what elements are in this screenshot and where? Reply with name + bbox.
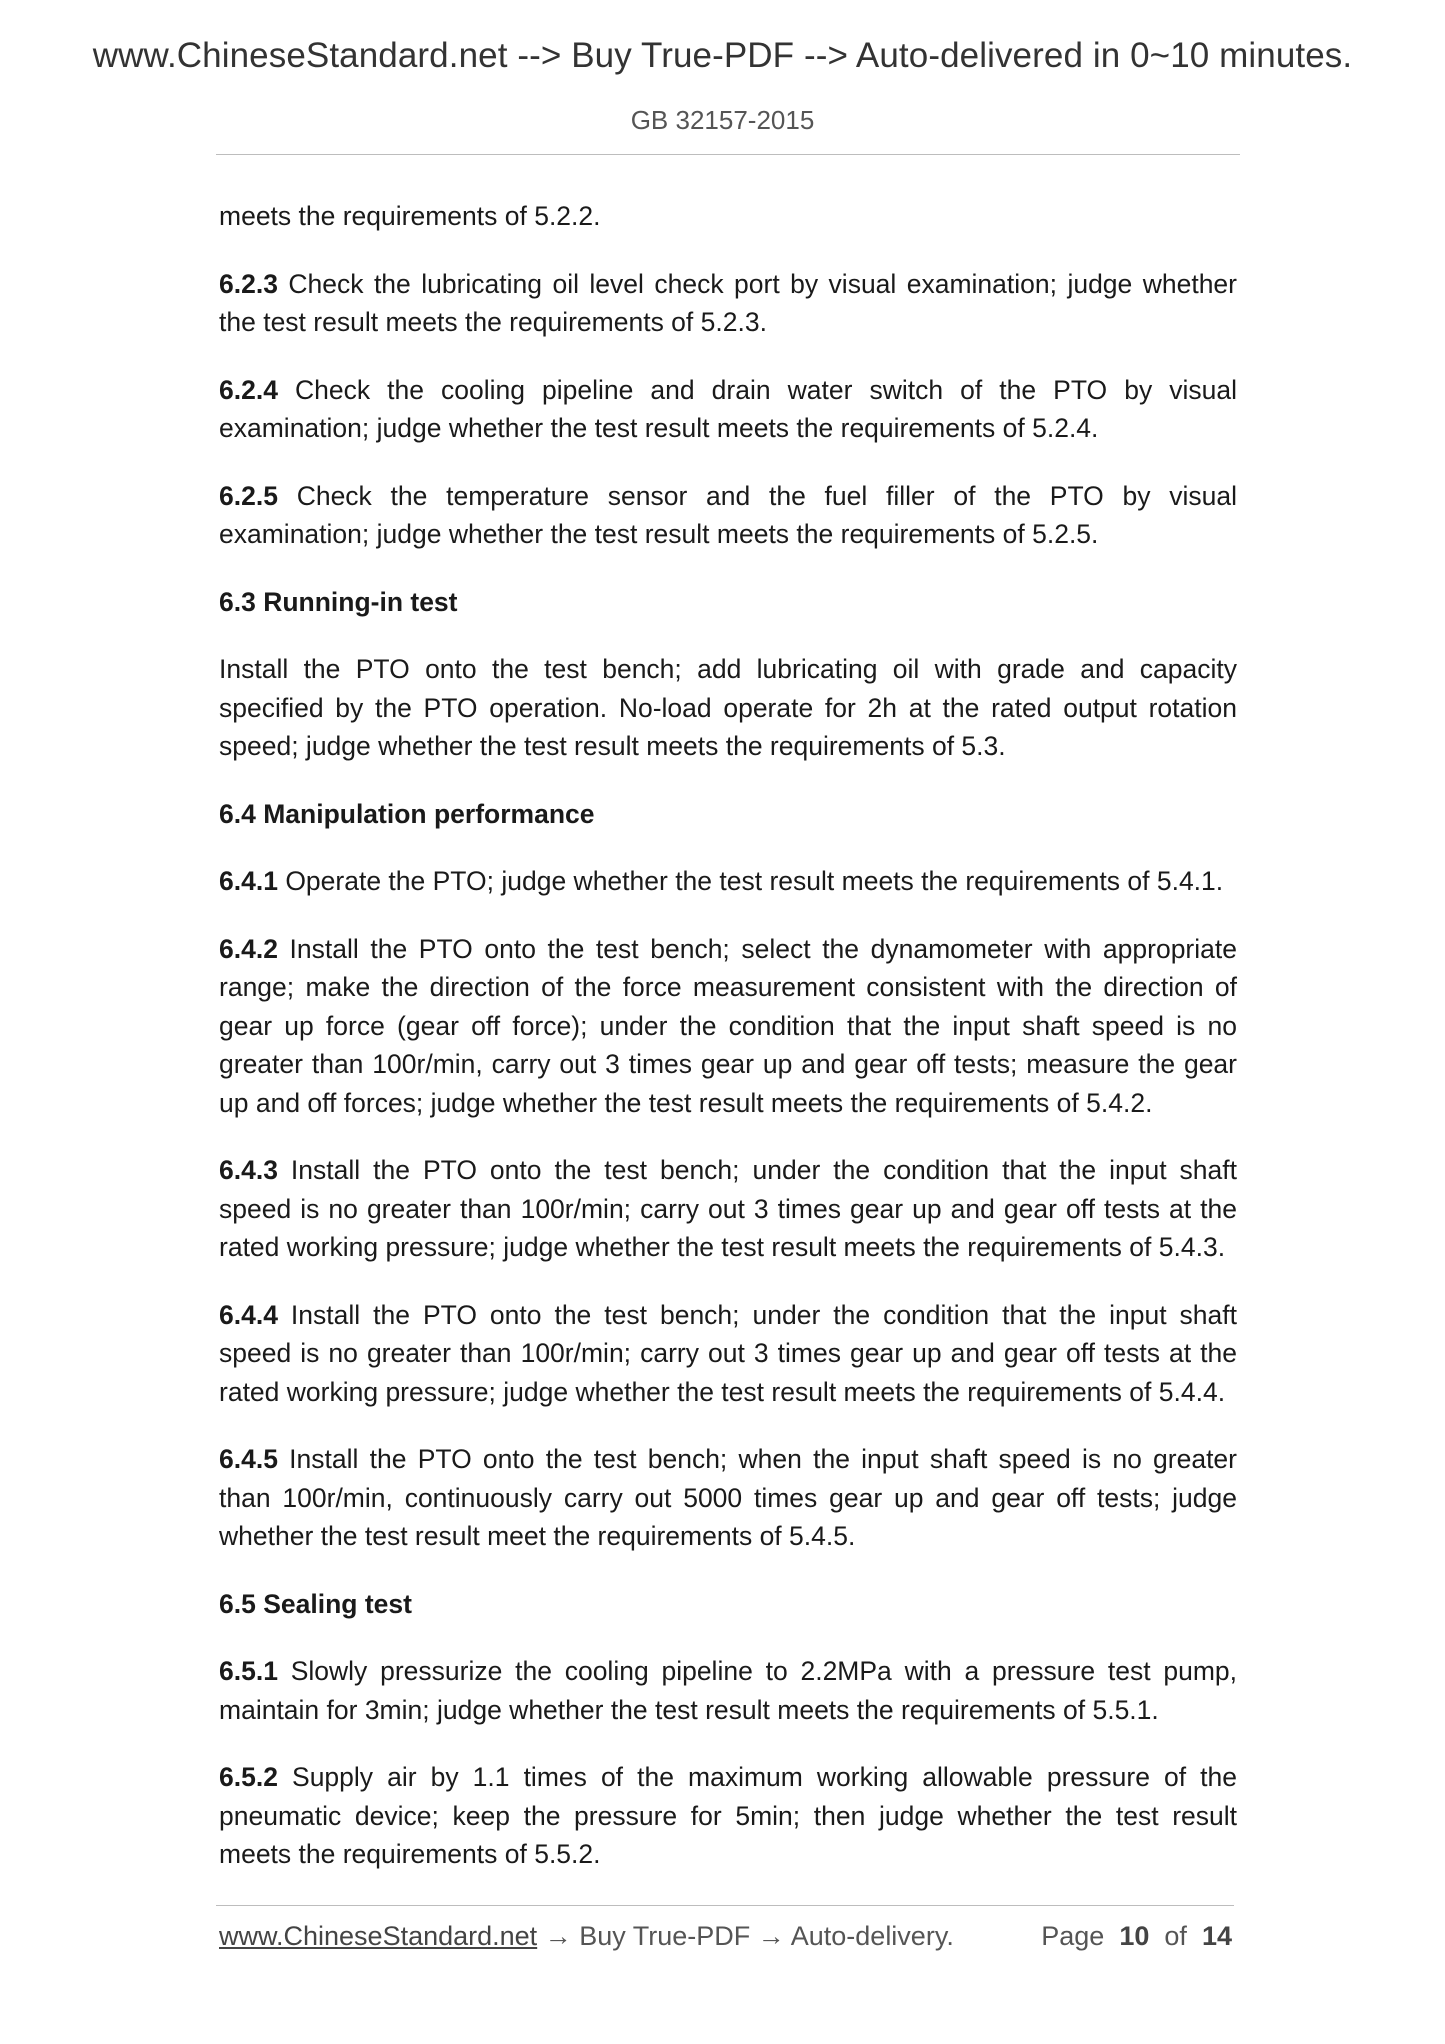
clause-text: Install the PTO onto the test bench; under the condition that the input shaft speed is no greater than 100r/min; carry out 3 times gear up and gear off tests at the rated working pressure; judge whether the test result meets the requirements of 5.4.4. [219, 1299, 1237, 1407]
clause-6-4-1 [219, 862, 1237, 901]
clause-6-2-3 [219, 265, 1237, 342]
heading-6-5: 6.5 Sealing test [219, 1588, 412, 1619]
clause-6-5-1 [219, 1652, 1237, 1729]
clause-6-5-2 [219, 1758, 1237, 1874]
clause-text: Install the PTO onto the test bench; under the condition that the input shaft speed is no greater than 100r/min; carry out 3 times gear up and gear off tests at the rated working pressure; judge whether the test result meets the requirements of 5.4.3. [219, 1155, 1237, 1262]
clause-number: 6.4.3 [219, 1155, 278, 1185]
clause-number: 6.5.1 [219, 1656, 278, 1686]
standard-number: GB 32157-2015 [630, 105, 815, 135]
of-label: of [1164, 1921, 1187, 1951]
clause-text: Install the PTO onto the test bench; when the input shaft speed is no greater than 100r/min, continuously carry out 5000 times gear up and gear off tests; judge whether the test result meet the requirements of 5.4.5. [219, 1444, 1237, 1551]
clause-text: Check the cooling pipeline and drain water switch of the PTO by visual examination; judge whether the test result meets the requirements of 5.2.4. [219, 374, 1237, 443]
footer-divider [216, 1905, 1234, 1906]
page-indicator [1041, 1921, 1232, 1952]
clause-number: 6.2.4 [219, 374, 278, 405]
clause-text: Supply air by 1.1 times of the maximum working allowable pressure of the pneumatic device; keep the pressure for 5min; then judge whether the test result meets the requirements of 5.5.2. [219, 1762, 1237, 1869]
page-current: 10 [1119, 1921, 1150, 1951]
paragraph-text: Install the PTO onto the test bench; add lubricating oil with grade and capacity specified by the PTO operation. No-load operate for 2h at the rated output rotation speed; judge whether the test result meets the requirements of 5.3. [219, 654, 1237, 761]
heading-6-4: 6.4 Manipulation performance [219, 798, 595, 829]
footer-trail-text: → Buy True-PDF → Auto-delivery. [537, 1921, 954, 1951]
paragraph-continuation [219, 197, 1237, 236]
clause-number: 6.2.5 [219, 480, 278, 511]
header-divider [216, 154, 1240, 155]
page-total: 14 [1201, 1921, 1232, 1951]
clause-6-4-5 [219, 1440, 1237, 1556]
clause-number: 6.4.2 [219, 933, 278, 964]
clause-text: Check the lubricating oil level check port by visual examination; judge whether the test result meets the requirements of 5.2.3. [219, 268, 1237, 337]
clause-number: 6.5.2 [219, 1762, 278, 1792]
clause-text: Slowly pressurize the cooling pipeline to 2.2MPa with a pressure test pump, maintain for 3min; judge whether the test result meets the requirements of 5.5.1. [219, 1656, 1237, 1725]
clause-6-4-2 [219, 930, 1237, 1123]
clause-6-4-4 [219, 1296, 1237, 1412]
clause-number: 6.4.1 [219, 866, 278, 896]
paragraph-text: meets the requirements of 5.2.2. [219, 201, 601, 231]
clause-text: Install the PTO onto the test bench; select the dynamometer with appropriate range; make the direction of the force measurement consistent with the direction of gear up force (gear off force); under the condition that the input shaft speed is no greater than 100r/min, carry out 3 times gear up and gear off tests; measure the gear up and off forces; judge whether the test result meets the requirements of 5.4.2. [219, 933, 1237, 1118]
clause-6-2-4 [219, 371, 1237, 448]
footer-site-link[interactable]: www.ChineseStandard.net [219, 1921, 538, 1951]
clause-number: 6.4.4 [219, 1299, 278, 1330]
page-label: Page [1041, 1921, 1105, 1951]
clause-text: Operate the PTO; judge whether the test result meets the requirements of 5.4.1. [277, 866, 1224, 896]
footer-left [219, 1921, 954, 1952]
paragraph-6-3 [219, 650, 1237, 766]
clause-6-2-5 [219, 477, 1237, 554]
heading-6-3: 6.3 Running-in test [219, 586, 458, 617]
clause-number: 6.4.5 [219, 1444, 278, 1474]
document-body [219, 197, 1237, 1903]
site-banner: www.ChineseStandard.net --> Buy True-PDF --> Auto-delivered in 0~10 minutes. [92, 36, 1353, 75]
clause-6-4-3 [219, 1151, 1237, 1267]
clause-number: 6.2.3 [219, 268, 278, 299]
clause-text: Check the temperature sensor and the fuel filler of the PTO by visual examination; judge whether the test result meets the requirements of 5.2.5. [219, 480, 1237, 549]
